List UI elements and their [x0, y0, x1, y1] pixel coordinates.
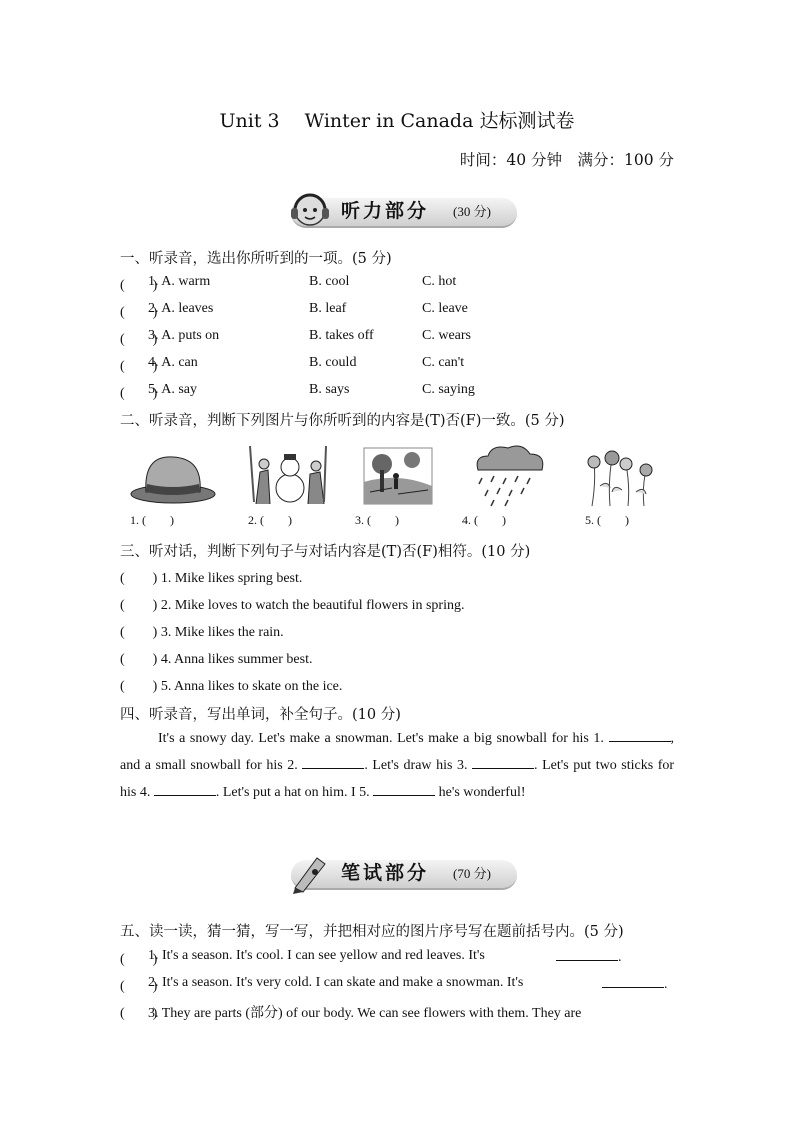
option-b: B. says: [309, 382, 350, 397]
option-b: B. leaf: [309, 301, 347, 316]
option-c: C. leave: [422, 301, 468, 316]
blank[interactable]: [602, 975, 664, 988]
option-a: 1. A. warm: [148, 274, 211, 289]
answer-bracket[interactable]: ( ): [120, 386, 158, 401]
section-3-heading: 三、听对话，判断下列句子与对话内容是(T)否(F)相符。(10 分): [120, 544, 531, 560]
statement-row: ( ) 1. Mike likes spring best.: [120, 571, 303, 586]
picture-5-label[interactable]: 5. ( ): [585, 513, 629, 527]
riddle-row: [120, 1002, 680, 1022]
answer-bracket[interactable]: ( ): [120, 278, 158, 293]
option-a: 5. A. say: [148, 382, 197, 397]
riddle-row: [120, 948, 680, 968]
option-c: C. hot: [422, 274, 457, 289]
banner-points: (30 分): [453, 204, 491, 219]
question-row: [120, 382, 680, 402]
option-b: B. takes off: [309, 328, 374, 343]
blank-4[interactable]: [154, 783, 216, 796]
park-scene-icon: [362, 442, 434, 508]
statement-row: ( ) 5. Anna likes to skate on the ice.: [120, 679, 343, 694]
question-row: [120, 274, 680, 294]
option-b: B. cool: [309, 274, 350, 289]
riddle-text: 1. It's a season. It's cool. I can see yellow and red leaves. It's: [148, 948, 485, 963]
time-score-info: 时间：40 分钟 满分：100 分: [459, 151, 674, 169]
option-c: C. can't: [422, 355, 465, 370]
period: .: [618, 950, 622, 965]
section-5-heading: 五、读一读，猜一猜，写一写，并把相对应的图片序号写在题前括号内。(5 分): [120, 924, 624, 940]
section-1-heading: 一、听录音，选出你所听到的一项。(5 分): [120, 251, 392, 267]
passage-text: , and a small snowball for his 2.: [120, 731, 675, 773]
blank-2[interactable]: [302, 756, 364, 769]
riddle-text: 3. They are parts (部分) of our body. We can see flowers with them. They are: [148, 1006, 582, 1021]
picture-4-label[interactable]: 4. ( ): [462, 513, 506, 527]
picture-1-label[interactable]: 1. ( ): [130, 513, 174, 527]
answer-bracket[interactable]: ( ): [120, 979, 158, 994]
answer-bracket[interactable]: ( ): [120, 305, 158, 320]
riddle-text: 2. It's a season. It's very cold. I can skate and make a snowman. It's: [148, 975, 524, 990]
answer-bracket[interactable]: ( ): [120, 952, 158, 967]
question-row: [120, 301, 680, 321]
page-title: Unit 3 Winter in Canada 达标测试卷: [219, 110, 575, 132]
answer-bracket[interactable]: ( ): [120, 1006, 158, 1021]
picture-2-label[interactable]: 2. ( ): [248, 513, 292, 527]
fill-in-passage: [120, 725, 674, 806]
banner-label: 听力部分: [341, 200, 430, 222]
riddle-row: [120, 975, 680, 995]
picture-3-label[interactable]: 3. ( ): [355, 513, 399, 527]
passage-text: . Let's put a hat on him. I 5.: [215, 785, 370, 800]
passage-text: . Let's draw his 3.: [364, 758, 468, 773]
writing-section-banner: [273, 850, 523, 894]
option-a: 4. A. can: [148, 355, 198, 370]
riddle-blank-wrap: [602, 975, 668, 993]
question-row: [120, 355, 680, 375]
statement-row: ( ) 3. Mike likes the rain.: [120, 625, 284, 640]
answer-bracket[interactable]: ( ): [120, 359, 158, 374]
flowers-icon: [582, 442, 656, 508]
headphone-mascot-icon: [285, 188, 335, 232]
option-c: C. wears: [422, 328, 471, 343]
period: .: [664, 977, 668, 992]
option-b: B. could: [309, 355, 357, 370]
option-a: 2. A. leaves: [148, 301, 214, 316]
option-c: C. saying: [422, 382, 475, 397]
snowman-icon: [246, 442, 330, 508]
option-a: 3. A. puts on: [148, 328, 220, 343]
banner-label: 笔试部分: [341, 862, 430, 884]
blank-1[interactable]: [609, 729, 671, 742]
passage-text: . Let's put two sticks for his 4.: [120, 758, 675, 800]
riddle-blank-wrap: [556, 948, 622, 966]
section-4-heading: 四、听录音，写出单词，补全句子。(10 分): [120, 707, 401, 723]
hat-icon: [128, 442, 218, 508]
pencil-mascot-icon: [287, 850, 333, 894]
question-row: [120, 328, 680, 348]
passage-text: It's a snowy day. Let's make a snowman. Let's make a big snowball for his 1.: [158, 731, 604, 746]
statement-row: ( ) 4. Anna likes summer best.: [120, 652, 313, 667]
banner-points: (70 分): [453, 866, 491, 881]
answer-bracket[interactable]: ( ): [120, 332, 158, 347]
passage-text: he's wonderful!: [435, 785, 526, 800]
statement-row: ( ) 2. Mike loves to watch the beautiful flowers in spring.: [120, 598, 465, 613]
section-2-heading: 二、听录音，判断下列图片与你所听到的内容是(T)否(F)一致。(5 分): [120, 413, 565, 429]
blank-3[interactable]: [472, 756, 534, 769]
blank-5[interactable]: [373, 783, 435, 796]
listening-section-banner: [273, 188, 523, 232]
rain-cloud-icon: [468, 442, 550, 508]
blank[interactable]: [556, 948, 618, 961]
